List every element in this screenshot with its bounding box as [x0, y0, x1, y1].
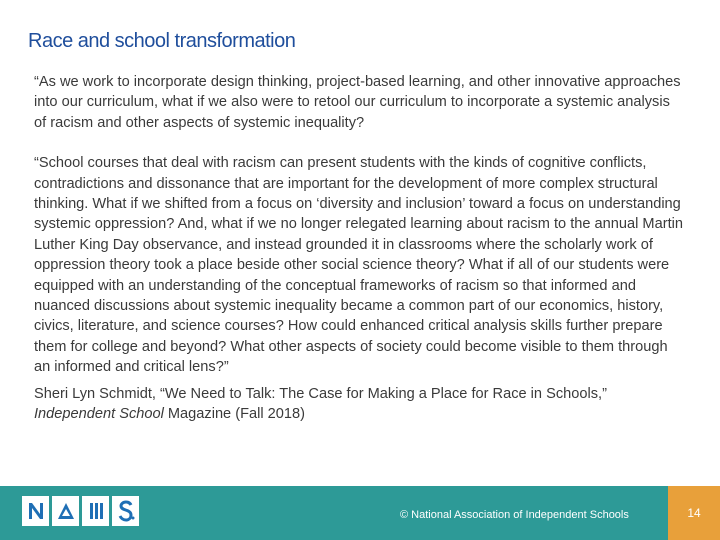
- logo-letter-i-icon: [82, 496, 109, 526]
- quote-paragraph-1: “As we work to incorporate design thinking, project-based learning, and other innovative approaches into our curriculum, what if we also were to retool our curriculum to incorporate a systemic analysis of racism and other aspects of systemic inequality?: [34, 74, 681, 131]
- logo-letter-n-icon: [22, 496, 49, 526]
- slide-body: [34, 72, 684, 425]
- copyright-text: © National Association of Independent Schools: [400, 509, 629, 521]
- citation-publication: Independent School: [34, 406, 164, 423]
- citation-prefix: Sheri Lyn Schmidt, “We Need to Talk: The Case for Making a Place for Race in Schools,”: [34, 385, 607, 402]
- citation: [34, 384, 684, 425]
- citation-suffix: Magazine (Fall 2018): [163, 406, 305, 423]
- slide-title: Race and school transformation: [28, 30, 296, 52]
- logo-letter-a-icon: [52, 496, 79, 526]
- footer-bar: [0, 486, 720, 540]
- quote-paragraph-2: “School courses that deal with racism can present students with the kinds of cognitive conflicts, contradictions and dissonance that are important for the development of more complex structural thinking. What if we shifted from a focus on ‘diversity and inclusion’ toward a focus on understanding systemic oppression? And, what if we no longer relegated learning about racism to the annual Martin Luther King Day observance, and instead grounded it in classrooms where the scholarly work of oppression theory took a place beside other social science theory? What if all of our students were equipped with an understanding of the conceptual frameworks of racism so that informed and nuanced discussions about systemic inequality became a common part of our economics, history, civics, literature, and science courses? How could enhanced critical analysis skills further prepare them for college and beyond? What other aspects of society could become visible to them through an informed and critical lens?”: [34, 155, 683, 376]
- logo-letter-s-icon: [112, 496, 139, 526]
- nais-logo: [22, 496, 142, 526]
- page-number-badge: 14: [668, 486, 720, 540]
